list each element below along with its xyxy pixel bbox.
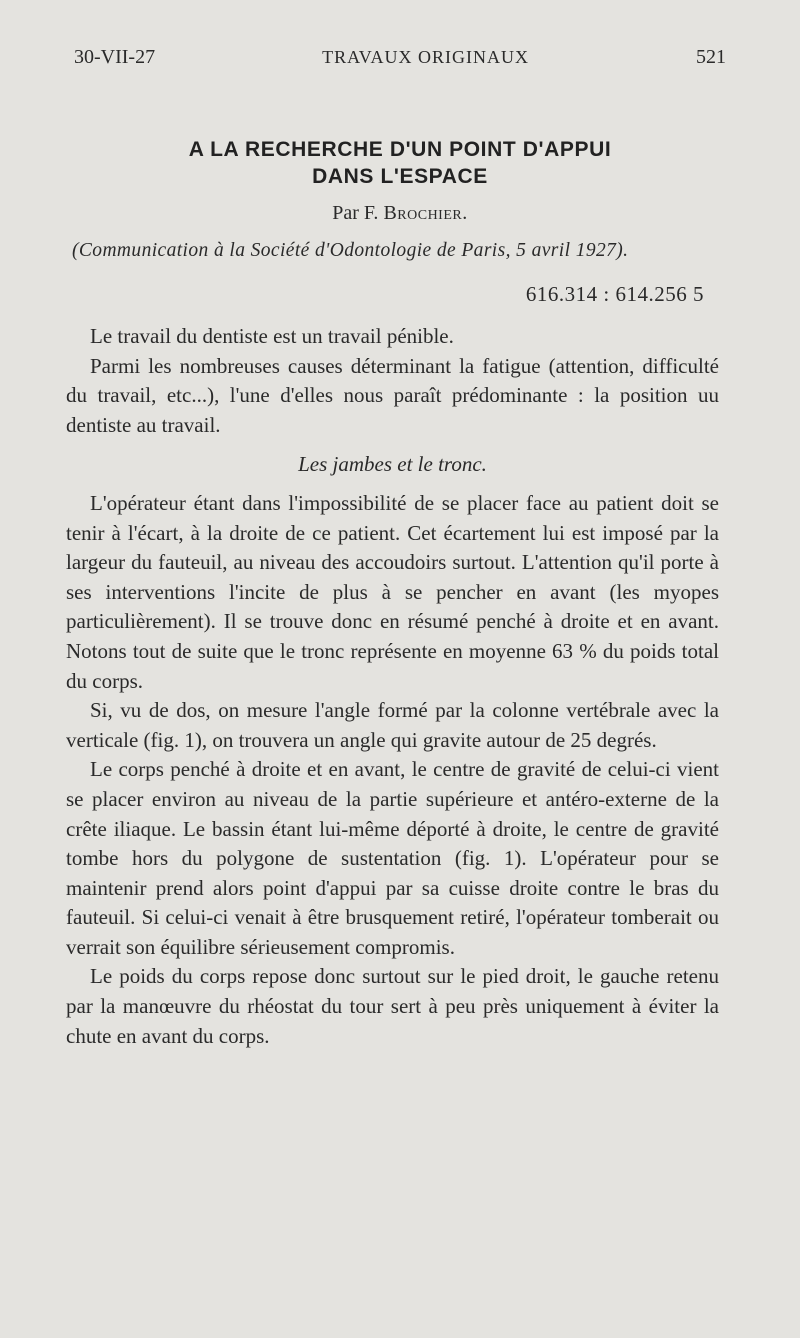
- paragraph-4: Si, vu de dos, on mesure l'angle formé par la colonne vertébrale avec la verticale (fig. 1), on trouvera un angle qui gravite autour de 25 degrés.: [66, 698, 719, 752]
- running-head: [74, 46, 726, 69]
- paragraph-6: Le poids du corps repose donc surtout sur le pied droit, le gauche retenu par la manœuvre du rhéostat du tour sert à peu près uniquement à éviter la chute en avant du corps.: [66, 964, 719, 1048]
- title-line-1: A LA RECHERCHE D'UN POINT D'APPUI: [188, 138, 612, 161]
- classification-code: 616.314 : 614.256 5: [525, 282, 704, 306]
- paragraph-3: L'opérateur étant dans l'impossibilité de se placer face au patient doit se tenir à l'écart, à la droite de ce patient. Cet écartement lui est imposé par la largeur du fauteuil, au niveau des accoudoirs surtout. L'attention qu'il porte à ses interventions l'incite de plus à se pencher en avant (les myopes particulièrement). Il se trouve donc en résumé penché à droite et en avant. Notons tout de suite que le tronc représente en moyenne 63 % du poids total du corps.: [66, 490, 719, 693]
- header-section: TRAVAUX ORIGINAUX: [322, 47, 529, 67]
- paragraph-2: Parmi les nombreuses causes déterminant la fatigue (attention, difficulté du travail, etc...), l'une d'elles nous paraît prédominante : la position uu dentiste au travail.: [66, 353, 719, 437]
- author-name: Brochier.: [383, 202, 468, 224]
- title-line-2: DANS L'ESPACE: [312, 165, 488, 188]
- article-title: [60, 136, 740, 190]
- page-number: 521: [696, 46, 726, 68]
- section-subheading: Les jambes et le tronc.: [298, 452, 487, 477]
- paragraph-1: Le travail du dentiste est un travail pénible.: [90, 324, 454, 348]
- paragraph-5: Le corps penché à droite et en avant, le centre de gravité de celui-ci vient se placer environ au niveau de la partie supérieure et antéro-externe de la crête iliaque. Le bassin étant lui-même déporté à droite, le centre de gravité tombe hors du polygone de sustentation (fig. 1). L'opérateur pour se maintenir prend alors point d'appui par sa cuisse droite contre le bras du fauteuil. Si celui-ci venait à être brusquement retiré, l'opérateur tomberait ou verrait son équilibre sérieusement compromis.: [66, 757, 719, 959]
- header-date: 30-VII-27: [74, 46, 156, 68]
- byline-prefix: Par F.: [332, 202, 384, 224]
- byline: [0, 202, 800, 225]
- article-body: [66, 322, 719, 1051]
- communication-note: (Communication à la Société d'Odontologie de Paris, 5 avril 1927).: [72, 240, 629, 261]
